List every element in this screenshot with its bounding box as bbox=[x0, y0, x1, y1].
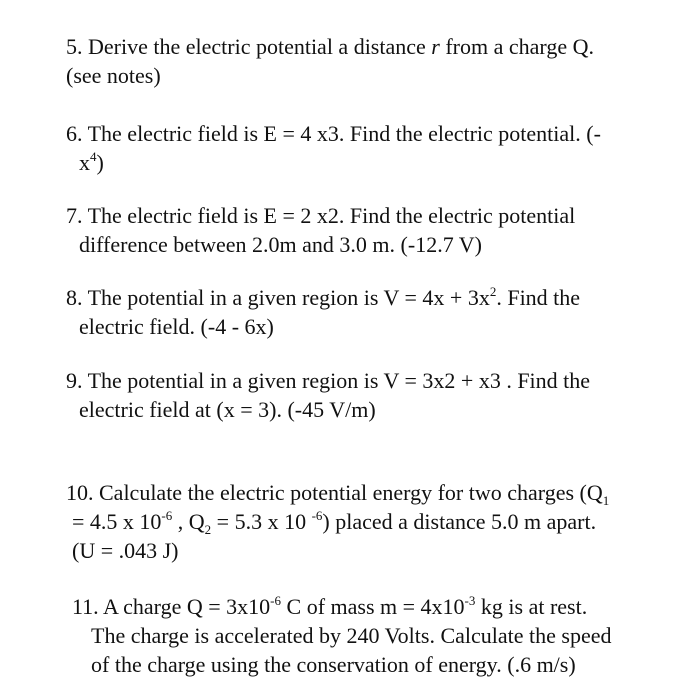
problem-9-line-1: 9. The potential in a given region is V = 3x2 + x3 . Find the bbox=[66, 368, 591, 393]
problem-8-line-1: 8. The potential in a given region is $V = 4x + 3x^2$. Find the bbox=[66, 284, 581, 310]
problem-6 bbox=[66, 119, 601, 177]
problem-9 bbox=[66, 366, 590, 424]
problem-10-line-2: = 4.5 x $10^{-6}$ , $Q_2 = 5.3$ x 10 $^{-6}$) placed a distance 5.0 m apart. bbox=[72, 508, 597, 537]
problem-8 bbox=[66, 283, 580, 341]
problem-8-line-2: electric field. (-4 - 6x) bbox=[79, 314, 274, 339]
variable-r: r bbox=[431, 34, 440, 59]
problem-11-line-3: of the charge using the conservation of energy. (.6 m/s) bbox=[91, 652, 576, 677]
problem-7 bbox=[66, 201, 575, 259]
problem-6-line-2: $x^4$) bbox=[79, 149, 104, 175]
problem-11-line-2: The charge is accelerated by 240 Volts. Calculate the speed bbox=[91, 623, 612, 648]
problem-11 bbox=[72, 592, 611, 679]
problem-11-line-1: 11. A charge $Q = 3x10^{-6}$ C of mass $m = 4x10^{-3}$ kg is at rest. bbox=[72, 593, 588, 619]
problem-7-line-1: 7. The electric field is E = 2 x2. Find the electric potential bbox=[66, 203, 576, 228]
problem-7-line-2: difference between 2.0m and 3.0 m. (-12.7 V) bbox=[79, 232, 483, 257]
problem-6-line-1: 6. The electric field is E = 4 x3. Find the electric potential. (- bbox=[66, 121, 601, 146]
problem-10-line-1: 10. Calculate the electric potential energy for two charges ($Q_1$ bbox=[66, 480, 610, 508]
problem-10-line-3: (U = .043 J) bbox=[72, 538, 179, 563]
problem-5 bbox=[66, 32, 594, 90]
problem-5-line-2: (see notes) bbox=[66, 63, 161, 88]
problem-5-line-1: 5. Derive the electric potential a distance r from a charge Q. bbox=[66, 34, 594, 59]
problem-10 bbox=[66, 478, 609, 565]
problem-9-line-2: electric field at (x = 3). (-45 V/m) bbox=[79, 397, 376, 422]
